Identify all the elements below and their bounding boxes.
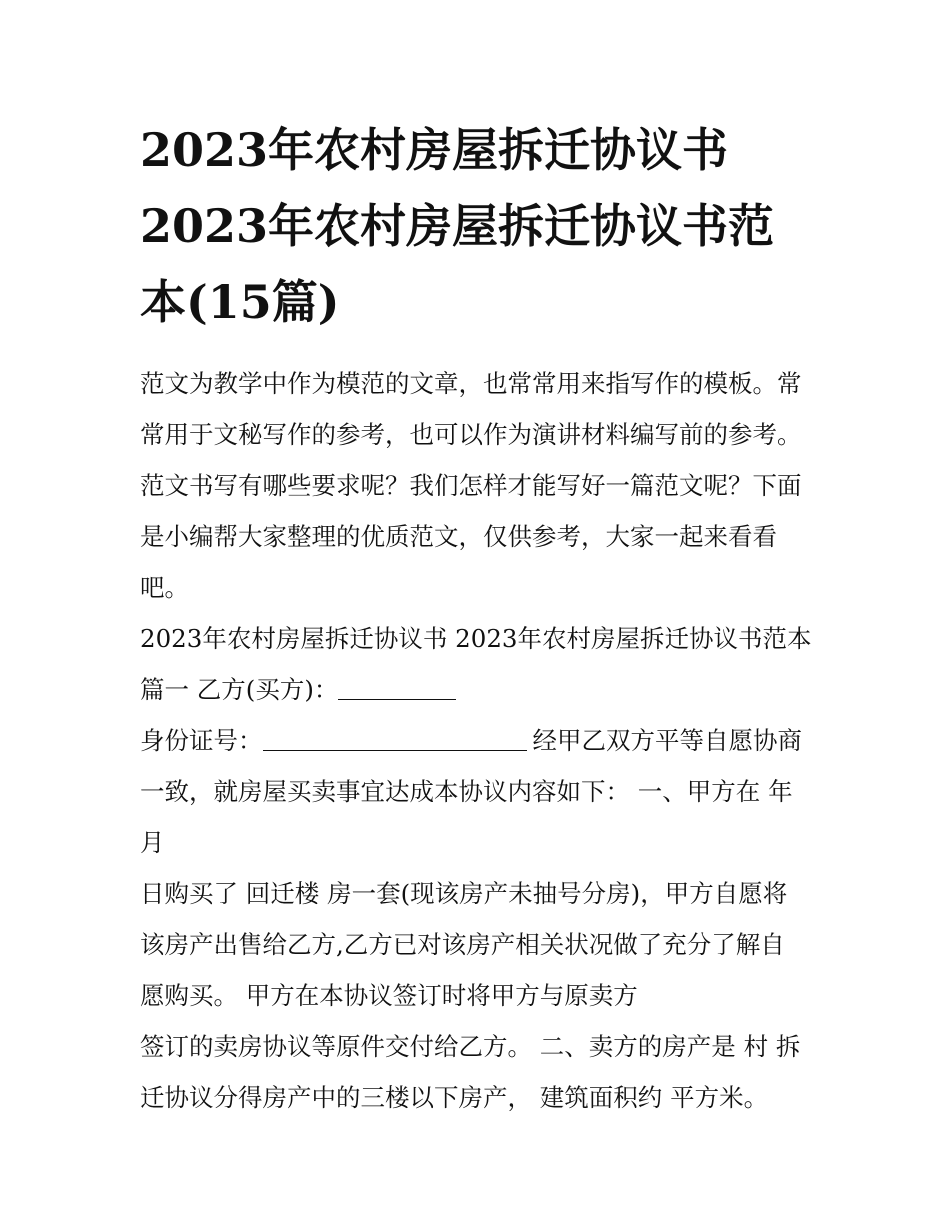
body-line-6: 签订的卖房协议等原件交付给乙方。 二、卖方的房产是 村 拆	[140, 1032, 801, 1061]
body-line-2: 月	[140, 828, 165, 857]
party-b-blank	[338, 675, 456, 700]
intro-line-5: 吧。	[140, 573, 189, 602]
intro-line-2: 常用于文秘写作的参考，也可以作为演讲材料编写前的参考。	[140, 420, 802, 449]
document-page	[140, 112, 820, 1123]
intro-line-4: 是小编帮大家整理的优质范文，仅供参考，大家一起来看看	[140, 522, 777, 551]
title-line-3: 本(15篇)	[140, 275, 340, 329]
party-b-label: 篇一 乙方(买方)：	[140, 675, 339, 704]
id-number-line	[140, 715, 820, 766]
title-line-2: 2023年农村房屋拆迁协议书范	[140, 199, 775, 253]
agreement-body	[140, 766, 820, 1123]
intro-line-3: 范文书写有哪些要求呢？我们怎样才能写好一篇范文呢？下面	[140, 471, 802, 500]
document-title	[140, 112, 820, 340]
section-heading: 2023年农村房屋拆迁协议书 2023年农村房屋拆迁协议书范本	[140, 624, 812, 653]
title-line-1: 2023年农村房屋拆迁协议书	[140, 123, 729, 177]
id-after-text: 经甲乙双方平等自愿协商	[532, 726, 802, 755]
body-line-5: 愿购买。 甲方在本协议签订时将甲方与原卖方	[140, 981, 638, 1010]
intro-line-1: 范文为教学中作为模范的文章，也常常用来指写作的模板。常	[140, 369, 802, 398]
party-b-line	[140, 664, 820, 715]
intro-paragraph	[140, 358, 820, 613]
id-number-label: 身份证号：	[140, 726, 263, 755]
body-line-3: 日购买了 回迁楼 房一套(现该房产未抽号分房)，甲方自愿将	[140, 879, 788, 908]
body-line-4: 该房产出售给乙方,乙方已对该房产相关状况做了充分了解自	[140, 930, 785, 959]
body-line-7: 迁协议分得房产中的三楼以下房产， 建筑面积约 平方米。	[140, 1083, 769, 1112]
body-line-1: 一致，就房屋买卖事宜达成本协议内容如下： 一、甲方在 年	[140, 777, 793, 806]
id-number-blank	[263, 726, 527, 751]
